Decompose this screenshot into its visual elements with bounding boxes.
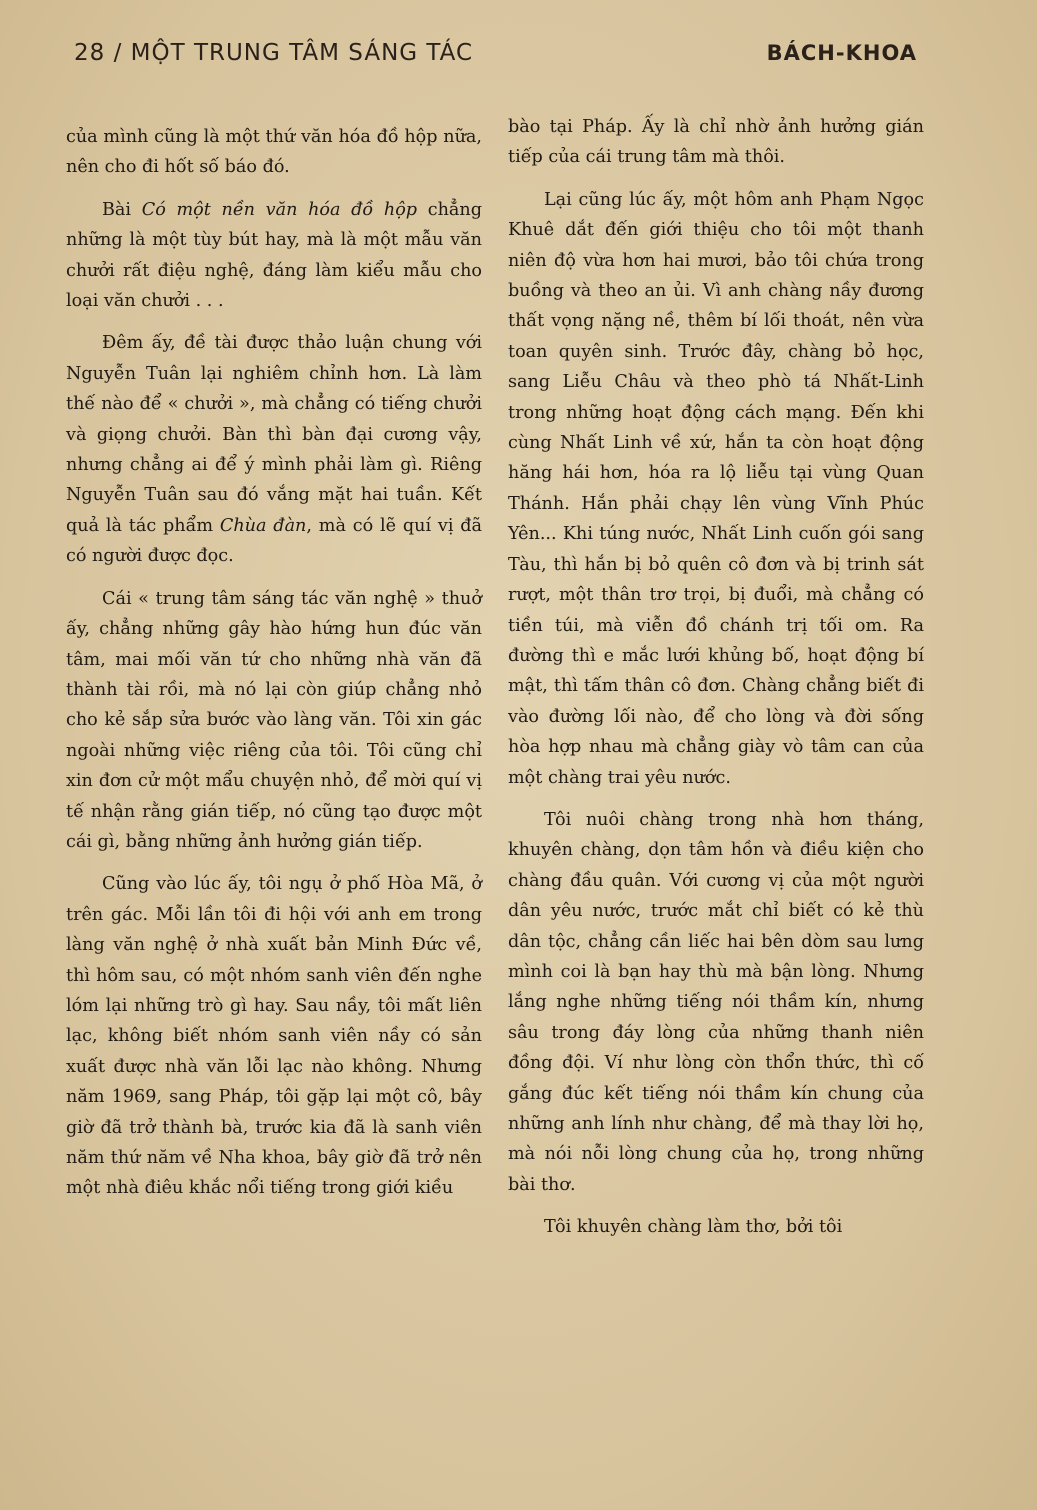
work-title: Chùa đàn [219, 515, 307, 536]
header-publication: BÁCH-KHOA [766, 41, 917, 65]
text-run: Đêm ấy, đề tài được thảo luận chung với Nguyễn Tuân lại nghiêm chỉnh hơn. Là làm thế nào để « chưởi », mà chẳng có tiếng chưởi và giọng chưởi. Bàn thì bàn đại cương vậy, nhưng chẳng ai để ý mình phải làm gì. Riêng Nguyễn Tuân sau đó vắng mặt hai tuần. Kết quả là tác phẩm [66, 333, 482, 536]
text-run: Bài [102, 199, 142, 220]
paragraph: Tôi khuyên chàng làm thơ, bởi tôi [544, 1217, 843, 1238]
text-run: , mà có lẽ quí vị đã có người được đọc. [66, 515, 482, 567]
running-header [74, 40, 917, 80]
paragraph [66, 328, 482, 571]
paragraph: Cũng vào lúc ấy, tôi ngụ ở phố Hòa Mã, ở trên gác. Mỗi lần tôi đi hội với anh em trong làng văn nghệ ở nhà xuất bản Minh Đức về, thì hôm sau, có một nhóm sanh viên đến nghe lóm lại những trò gì hay. Sau nầy, tôi mất liên lạc, không biết nhóm sanh viên nầy có sản xuất được nhà văn lỗi lạc nào không. Nhưng năm 1969, sang Pháp, tôi gặp lại một cô, bây giờ đã trở thành bà, trước kia đã là sanh viên năm thứ năm về Nha khoa, bây giờ đã trở nên một nhà điêu khắc nổi tiếng trong giới kiều [66, 874, 482, 1199]
header-page-title: 28 / MỘT TRUNG TÂM SÁNG TÁC [74, 40, 474, 66]
paragraph: Cái « trung tâm sáng tác văn nghệ » thuở ấy, chẳng những gây hào hứng hun đúc văn tâm, mai mối văn tứ cho những nhà văn đã thành tài rồi, mà nó lại còn giúp chẳng nhỏ cho kẻ sắp sửa bước vào làng văn. Tôi xin gác ngoài những việc riêng của tôi. Tôi cũng chỉ xin đơn cử một mẩu chuyện nhỏ, để mời quí vị tế nhận rằng gián tiếp, nó cũng tạo được một cái gì, bằng những ảnh hưởng gián tiếp. [66, 588, 482, 852]
left-column [66, 122, 482, 1216]
text-run: chẳng những là một tùy bút hay, mà là một mẫu văn chưởi rất điệu nghệ, đáng làm kiểu mẫu cho loại văn chưởi . . . [66, 199, 483, 312]
paragraph: bào tại Pháp. Ấy là chỉ nhờ ảnh hưởng gián tiếp của cái trung tâm mà thôi. [508, 117, 924, 168]
paragraph: Lại cũng lúc ấy, một hôm anh Phạm Ngọc Khuê dắt đến giới thiệu cho tôi một thanh niên độ vừa hơn hai mươi, bảo tôi chứa trong buồng và theo an ủi. Vì anh chàng nầy đương thất vọng nặng nề, thêm bí lối thoát, nên vừa toan quyên sinh. Trước đây, chàng bỏ học, sang Liễu Châu và theo phò tá Nhất-Linh trong những hoạt động cách mạng. Đến khi cùng Nhất Linh về xứ, hắn ta còn hoạt động hăng hái hơn, hóa ra lộ liễu tại vùng Quan Thánh. Hắn phải chạy lên vùng Vĩnh Phúc Yên... Khi túng nước, Nhất Linh cuốn gói sang Tàu, thì hắn bị bỏ quên cô đơn và bị trinh sát rượt, một thân trơ trọi, bị đuổi, mà chẳng có tiền túi, mà viễn đồ chánh trị tối om. Ra đường thì e mắc lưới khủng bố, hoạt động bí mật, thì tấm thân cô đơn. Chàng chẳng biết đi vào đường lối nào, để cho lòng và đời sống hòa hợp nhau mà chẳng giày vò tâm can của một chàng trai yêu nước. [508, 189, 924, 788]
right-column [508, 112, 924, 1255]
article-title: Có một nền văn hóa đồ hộp [141, 199, 418, 220]
paragraph: Tôi nuôi chàng trong nhà hơn tháng, khuyên chàng, dọn tâm hồn và điều kiện cho chàng đầu quân. Với cương vị của một người dân yêu nước, trước mắt chỉ biết có kẻ thù dân tộc, chẳng cần liếc hai bên dòm sau lưng mình coi là bạn hay thù mà bận lòng. Nhưng lắng nghe những tiếng nói thầm kín, nhưng sâu trong đáy lòng của những thanh niên đồng đội. Ví như lòng còn thổn thức, thì cố gắng đúc kết tiếng nói thầm kín chung của những anh lính như chàng, để mà thay lời họ, mà nói nỗi lòng chung của họ, trong những bài thơ. [508, 809, 924, 1195]
paragraph: của mình cũng là một thứ văn hóa đồ hộp nữa, nên cho đi hốt số báo đó. [66, 127, 482, 178]
paragraph [66, 195, 482, 317]
